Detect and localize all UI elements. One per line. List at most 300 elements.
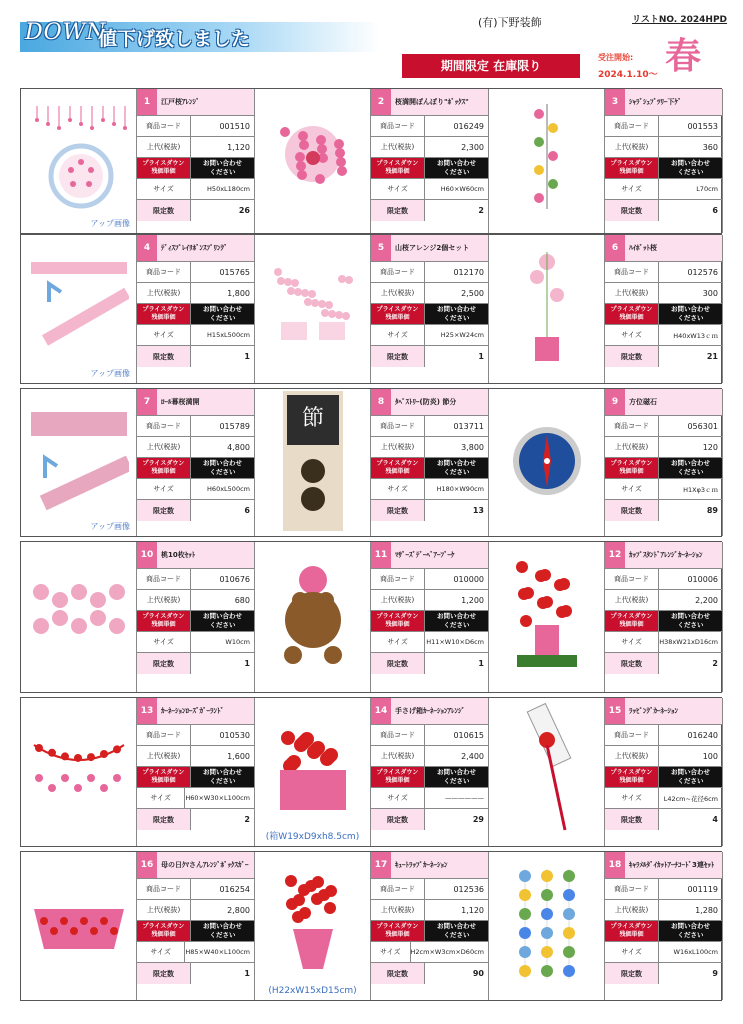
qty-label: 限定数 bbox=[371, 346, 425, 367]
residual-price-text: 残価単価 bbox=[619, 314, 644, 321]
product-number: 10 bbox=[137, 542, 157, 568]
contact-note bbox=[425, 458, 488, 478]
contact-line1: お問い合わせ bbox=[671, 612, 710, 620]
code-row bbox=[371, 416, 488, 437]
residual-price-text: 残価単価 bbox=[619, 777, 644, 784]
code-value: 012536 bbox=[453, 884, 484, 894]
product-number: 4 bbox=[137, 235, 157, 261]
contact-note bbox=[425, 158, 488, 178]
price-label: 上代(税抜) bbox=[371, 590, 425, 610]
residual-price-text: 残価単価 bbox=[151, 621, 176, 628]
price-row bbox=[371, 590, 488, 611]
product-info bbox=[605, 235, 723, 383]
price-value: 1,280 bbox=[695, 905, 718, 915]
price-label: 上代(税抜) bbox=[371, 746, 425, 766]
size-label: サイズ bbox=[371, 325, 425, 345]
size-row bbox=[137, 632, 254, 653]
size-label: サイズ bbox=[371, 788, 425, 808]
residual-price-text: 残価単価 bbox=[151, 931, 176, 938]
price-down-text: プライスダウン bbox=[142, 769, 185, 776]
code-value: 016240 bbox=[687, 730, 718, 740]
size-label: サイズ bbox=[371, 632, 425, 652]
contact-line2: ください bbox=[209, 777, 236, 785]
price-down-text: プライスダウン bbox=[142, 923, 185, 930]
product-image bbox=[255, 542, 371, 692]
size-label: サイズ bbox=[605, 788, 659, 808]
code-value: 001119 bbox=[687, 884, 718, 894]
contact-line2: ください bbox=[209, 168, 236, 176]
price-row bbox=[605, 590, 722, 611]
price-down-label bbox=[605, 921, 659, 941]
product-image bbox=[489, 89, 605, 233]
contact-line2: ください bbox=[443, 314, 470, 322]
product-info bbox=[605, 542, 723, 692]
season-mark: 春 bbox=[665, 35, 702, 77]
qty-row bbox=[137, 500, 254, 521]
price-down-row bbox=[137, 304, 254, 325]
product-name: ﾀﾍﾟｽﾄﾘｰ(防炎) 節分 bbox=[395, 398, 457, 406]
qty-value: 13 bbox=[472, 506, 484, 515]
product-header bbox=[137, 89, 254, 116]
residual-price-text: 残価単価 bbox=[151, 468, 176, 475]
price-label: 上代(税抜) bbox=[137, 900, 191, 920]
qty-label: 限定数 bbox=[605, 500, 659, 521]
code-value: 012576 bbox=[687, 267, 718, 277]
price-down-label bbox=[137, 611, 191, 631]
contact-line2: ください bbox=[209, 931, 236, 939]
contact-line2: ください bbox=[677, 168, 704, 176]
code-value: 016249 bbox=[453, 121, 484, 131]
code-label: 商品コード bbox=[605, 879, 659, 899]
contact-line1: お問い合わせ bbox=[671, 159, 710, 167]
contact-note bbox=[659, 304, 722, 324]
price-down-text: プライスダウン bbox=[610, 460, 653, 467]
size-value: H180×W90cm bbox=[436, 485, 484, 493]
contact-line2: ください bbox=[209, 314, 236, 322]
product-photo bbox=[263, 262, 363, 356]
product-number: 9 bbox=[605, 389, 625, 415]
product-image bbox=[489, 542, 605, 692]
price-down-label bbox=[137, 304, 191, 324]
product-info bbox=[605, 852, 723, 1000]
price-down-row bbox=[605, 304, 722, 325]
qty-label: 限定数 bbox=[371, 200, 425, 221]
residual-price-text: 残価単価 bbox=[385, 777, 410, 784]
qty-value: 90 bbox=[472, 969, 484, 978]
size-label: サイズ bbox=[137, 942, 185, 962]
contact-note bbox=[425, 921, 488, 941]
contact-note bbox=[659, 921, 722, 941]
size-row bbox=[605, 788, 722, 809]
product-number: 11 bbox=[371, 542, 391, 568]
code-value: 015765 bbox=[219, 267, 250, 277]
limited-banner: 期間限定 在庫限り bbox=[402, 54, 580, 78]
price-down-label bbox=[137, 921, 191, 941]
size-row bbox=[605, 632, 722, 653]
product-header bbox=[371, 542, 488, 569]
contact-line2: ください bbox=[677, 621, 704, 629]
size-value: H11×W10×D6cm bbox=[426, 638, 484, 646]
price-value: 1,600 bbox=[227, 751, 250, 761]
product-number: 18 bbox=[605, 852, 625, 878]
price-down-text: プライスダウン bbox=[610, 769, 653, 776]
size-row bbox=[371, 179, 488, 200]
contact-line1: お問い合わせ bbox=[203, 305, 242, 313]
size-value: H85×W40×L100cm bbox=[185, 948, 250, 956]
product-name: ﾏｻﾞｰｽﾞﾃﾞｰﾍﾞｱｰﾌﾞｰｹ bbox=[395, 551, 455, 559]
qty-value: 89 bbox=[706, 506, 718, 515]
qty-label: 限定数 bbox=[605, 653, 659, 674]
product-header bbox=[605, 389, 722, 416]
contact-line2: ください bbox=[443, 468, 470, 476]
product-name: ｼｬﾗﾞｼｪﾌﾞﾂﾘｰ下ｹﾞ bbox=[629, 98, 682, 106]
price-down-label bbox=[137, 458, 191, 478]
price-label: 上代(税抜) bbox=[605, 437, 659, 457]
product-header bbox=[137, 235, 254, 262]
product-number: 13 bbox=[137, 698, 157, 724]
price-down-text: プライスダウン bbox=[376, 769, 419, 776]
qty-value: 4 bbox=[712, 815, 718, 824]
product-header bbox=[605, 89, 722, 116]
price-value: 1,120 bbox=[461, 905, 484, 915]
price-row bbox=[371, 746, 488, 767]
price-down-row bbox=[371, 458, 488, 479]
price-down-label bbox=[371, 921, 425, 941]
price-row bbox=[371, 283, 488, 304]
contact-line2: ください bbox=[443, 931, 470, 939]
product-name: ｷｬﾗﾒﾙﾀﾞｲｶｯﾄｱｰﾁｺｰﾄﾞ3連ｾｯﾄ bbox=[629, 861, 715, 869]
contact-line2: ください bbox=[677, 931, 704, 939]
product-info bbox=[137, 235, 255, 383]
size-label: サイズ bbox=[605, 179, 659, 199]
product-header bbox=[371, 852, 488, 879]
qty-value: 2 bbox=[244, 815, 250, 824]
qty-row bbox=[137, 653, 254, 674]
contact-line1: お問い合わせ bbox=[203, 612, 242, 620]
qty-row bbox=[605, 653, 722, 674]
price-row bbox=[137, 590, 254, 611]
contact-note bbox=[425, 767, 488, 787]
price-down-row bbox=[137, 611, 254, 632]
code-label: 商品コード bbox=[605, 725, 659, 745]
product-photo bbox=[283, 391, 343, 535]
size-row bbox=[137, 179, 254, 200]
size-value: W10cm bbox=[225, 638, 250, 646]
code-label: 商品コード bbox=[137, 725, 191, 745]
code-row bbox=[137, 725, 254, 746]
product-info bbox=[137, 542, 255, 692]
product-number: 8 bbox=[371, 389, 391, 415]
size-value: H60×W60cm bbox=[440, 185, 484, 193]
product-row bbox=[20, 88, 722, 234]
size-value: H60xL500cm bbox=[207, 485, 250, 493]
price-value: 1,800 bbox=[227, 288, 250, 298]
size-value: H25×W24cm bbox=[440, 331, 484, 339]
price-down-label bbox=[605, 458, 659, 478]
price-down-row bbox=[137, 921, 254, 942]
size-label: サイズ bbox=[137, 325, 191, 345]
product-row bbox=[20, 541, 722, 693]
price-down-row bbox=[137, 158, 254, 179]
price-value: 360 bbox=[702, 142, 718, 152]
price-label: 上代(税抜) bbox=[605, 900, 659, 920]
product-number: 5 bbox=[371, 235, 391, 261]
up-image-caption: アップ画像 bbox=[90, 219, 130, 228]
price-value: 2,500 bbox=[461, 288, 484, 298]
contact-line2: ください bbox=[209, 468, 236, 476]
contact-note bbox=[191, 304, 254, 324]
product-photo bbox=[29, 580, 129, 654]
contact-line1: お問い合わせ bbox=[437, 612, 476, 620]
contact-line2: ください bbox=[677, 468, 704, 476]
product-image bbox=[255, 698, 371, 846]
qty-row bbox=[137, 809, 254, 830]
code-label: 商品コード bbox=[371, 262, 425, 282]
qty-row bbox=[137, 346, 254, 367]
product-info bbox=[137, 698, 255, 846]
qty-value: 6 bbox=[244, 506, 250, 515]
residual-price-text: 残価単価 bbox=[385, 314, 410, 321]
code-row bbox=[605, 725, 722, 746]
price-value: 120 bbox=[702, 442, 718, 452]
qty-value: 21 bbox=[706, 352, 718, 361]
price-row bbox=[371, 900, 488, 921]
product-photo bbox=[268, 720, 358, 824]
contact-note bbox=[191, 611, 254, 631]
size-row bbox=[605, 179, 722, 200]
price-down-row bbox=[605, 921, 722, 942]
price-row bbox=[371, 437, 488, 458]
residual-price-text: 残価単価 bbox=[151, 777, 176, 784]
contact-line1: お問い合わせ bbox=[671, 768, 710, 776]
product-photo bbox=[268, 560, 358, 674]
product-row bbox=[20, 697, 722, 847]
qty-label: 限定数 bbox=[605, 963, 659, 984]
order-start-date: 2024.1.10～ bbox=[598, 70, 658, 80]
size-value: H40xW13ｃｍ bbox=[673, 331, 718, 340]
size-label: サイズ bbox=[605, 479, 659, 499]
residual-price-text: 残価単価 bbox=[619, 168, 644, 175]
code-label: 商品コード bbox=[371, 569, 425, 589]
price-down-label bbox=[605, 767, 659, 787]
size-label: サイズ bbox=[371, 179, 425, 199]
price-down-label bbox=[605, 158, 659, 178]
price-down-label bbox=[137, 767, 191, 787]
product-name: ｶｯﾌﾟｽﾀﾝﾄﾞｱﾚﾝｼﾞｶｰﾈｰｼｮﾝ bbox=[629, 551, 703, 559]
contact-line2: ください bbox=[443, 168, 470, 176]
qty-value: 1 bbox=[244, 352, 250, 361]
contact-line1: お問い合わせ bbox=[203, 159, 242, 167]
price-down-label bbox=[371, 611, 425, 631]
price-down-text: プライスダウン bbox=[376, 160, 419, 167]
price-down-label bbox=[605, 304, 659, 324]
price-down-text: プライスダウン bbox=[376, 613, 419, 620]
residual-price-text: 残価単価 bbox=[619, 621, 644, 628]
product-number: 15 bbox=[605, 698, 625, 724]
product-info bbox=[371, 389, 489, 536]
qty-row bbox=[605, 500, 722, 521]
code-label: 商品コード bbox=[137, 569, 191, 589]
price-value: 680 bbox=[234, 595, 250, 605]
price-down-text: プライスダウン bbox=[142, 613, 185, 620]
residual-price-text: 残価単価 bbox=[385, 468, 410, 475]
product-name: 方位磁石 bbox=[629, 398, 657, 406]
price-label: 上代(税抜) bbox=[371, 437, 425, 457]
product-header bbox=[371, 235, 488, 262]
price-label: 上代(税抜) bbox=[605, 590, 659, 610]
price-down-label bbox=[371, 458, 425, 478]
product-info bbox=[371, 89, 489, 233]
code-row bbox=[137, 416, 254, 437]
size-value: H15xL500cm bbox=[207, 331, 250, 339]
qty-label: 限定数 bbox=[137, 963, 191, 984]
product-photo bbox=[273, 869, 353, 983]
qty-label: 限定数 bbox=[137, 809, 191, 830]
price-row bbox=[605, 900, 722, 921]
qty-label: 限定数 bbox=[137, 346, 191, 367]
size-value: H50xL180cm bbox=[207, 185, 250, 193]
qty-value: 29 bbox=[472, 815, 484, 824]
contact-line2: ください bbox=[209, 621, 236, 629]
price-down-row bbox=[371, 158, 488, 179]
size-row bbox=[605, 325, 722, 346]
price-label: 上代(税抜) bbox=[371, 900, 425, 920]
code-value: 001553 bbox=[687, 121, 718, 131]
contact-note bbox=[425, 611, 488, 631]
residual-price-text: 残価単価 bbox=[151, 168, 176, 175]
contact-line1: お問い合わせ bbox=[437, 305, 476, 313]
size-label: サイズ bbox=[605, 942, 659, 962]
residual-price-text: 残価単価 bbox=[385, 621, 410, 628]
product-image bbox=[21, 698, 137, 846]
price-down-row bbox=[137, 458, 254, 479]
qty-value: 2 bbox=[478, 206, 484, 215]
size-row bbox=[137, 479, 254, 500]
residual-price-text: 残価単価 bbox=[619, 468, 644, 475]
price-down-text: プライスダウン bbox=[610, 306, 653, 313]
contact-line1: お問い合わせ bbox=[203, 922, 242, 930]
product-info bbox=[137, 852, 255, 1000]
qty-row bbox=[137, 200, 254, 221]
product-name: 江戸桜ｱﾚﾝｼﾞ bbox=[161, 98, 200, 106]
product-photo bbox=[29, 879, 129, 973]
qty-value: 9 bbox=[712, 969, 718, 978]
price-down-text: プライスダウン bbox=[376, 923, 419, 930]
size-label: サイズ bbox=[371, 942, 411, 962]
product-image bbox=[21, 389, 137, 536]
code-row bbox=[371, 725, 488, 746]
product-image bbox=[255, 389, 371, 536]
code-row bbox=[371, 262, 488, 283]
code-row bbox=[605, 569, 722, 590]
product-info bbox=[137, 89, 255, 233]
size-value: H60×W30×L100cm bbox=[185, 794, 250, 802]
qty-label: 限定数 bbox=[137, 200, 191, 221]
price-down-text: プライスダウン bbox=[142, 160, 185, 167]
contact-line2: ください bbox=[677, 777, 704, 785]
product-header bbox=[137, 389, 254, 416]
price-row bbox=[371, 137, 488, 158]
contact-line1: お問い合わせ bbox=[437, 459, 476, 467]
product-info bbox=[137, 389, 255, 536]
residual-price-text: 残価単価 bbox=[385, 168, 410, 175]
size-row bbox=[371, 479, 488, 500]
price-down-row bbox=[605, 767, 722, 788]
code-row bbox=[137, 569, 254, 590]
product-image bbox=[255, 89, 371, 233]
size-row bbox=[605, 942, 722, 963]
contact-line2: ください bbox=[443, 777, 470, 785]
qty-row bbox=[371, 500, 488, 521]
price-value: 4,800 bbox=[227, 442, 250, 452]
product-photo bbox=[517, 99, 577, 223]
page-title: 値下げ致しました bbox=[98, 28, 251, 50]
size-value: H38xW21xD16cm bbox=[659, 638, 718, 646]
qty-value: 2 bbox=[712, 659, 718, 668]
qty-label: 限定数 bbox=[137, 500, 191, 521]
product-image bbox=[21, 235, 137, 383]
code-value: 016254 bbox=[219, 884, 250, 894]
product-name: 桃10枚ｾｯﾄ bbox=[161, 551, 196, 559]
size-value: H2cm×W3cm×D60cm bbox=[410, 948, 484, 956]
price-label: 上代(税抜) bbox=[605, 137, 659, 157]
code-label: 商品コード bbox=[605, 569, 659, 589]
product-number: 17 bbox=[371, 852, 391, 878]
price-down-row bbox=[605, 458, 722, 479]
residual-price-text: 残価単価 bbox=[619, 931, 644, 938]
size-value: L70cm bbox=[696, 185, 718, 193]
product-image bbox=[489, 389, 605, 536]
price-down-text: プライスダウン bbox=[610, 613, 653, 620]
code-row bbox=[605, 116, 722, 137]
product-image bbox=[255, 852, 371, 1000]
list-number: リストNO. 2024HPD bbox=[632, 15, 728, 25]
product-info bbox=[371, 542, 489, 692]
product-header bbox=[605, 235, 722, 262]
product-number: 6 bbox=[605, 235, 625, 261]
product-photo bbox=[29, 406, 129, 520]
product-photo bbox=[517, 700, 577, 844]
qty-value: 1 bbox=[244, 969, 250, 978]
code-label: 商品コード bbox=[371, 725, 425, 745]
price-value: 300 bbox=[702, 288, 718, 298]
code-row bbox=[137, 879, 254, 900]
size-label: サイズ bbox=[137, 788, 185, 808]
product-image bbox=[489, 698, 605, 846]
code-row bbox=[605, 262, 722, 283]
product-info bbox=[371, 235, 489, 383]
product-photo bbox=[263, 114, 363, 208]
price-label: 上代(税抜) bbox=[605, 746, 659, 766]
qty-value: 1 bbox=[244, 659, 250, 668]
product-name: ﾊｲﾎﾞｯﾄ桜 bbox=[629, 244, 657, 252]
product-info bbox=[605, 389, 723, 536]
product-name: ﾛｰﾙ幕桜満開 bbox=[161, 398, 200, 406]
qty-row bbox=[605, 963, 722, 984]
code-row bbox=[605, 416, 722, 437]
product-name: ﾃﾞｨｽﾌﾟﾚｲﾘﾎﾞﾝｽﾌﾟﾘﾝｸﾞ bbox=[161, 244, 228, 252]
product-number: 12 bbox=[605, 542, 625, 568]
price-label: 上代(税抜) bbox=[137, 437, 191, 457]
product-image bbox=[489, 852, 605, 1000]
product-photo bbox=[507, 421, 587, 505]
size-label: サイズ bbox=[137, 632, 191, 652]
product-number: 2 bbox=[371, 89, 391, 115]
price-down-row bbox=[605, 611, 722, 632]
size-row bbox=[137, 325, 254, 346]
qty-row bbox=[371, 963, 488, 984]
product-row bbox=[20, 851, 722, 1001]
